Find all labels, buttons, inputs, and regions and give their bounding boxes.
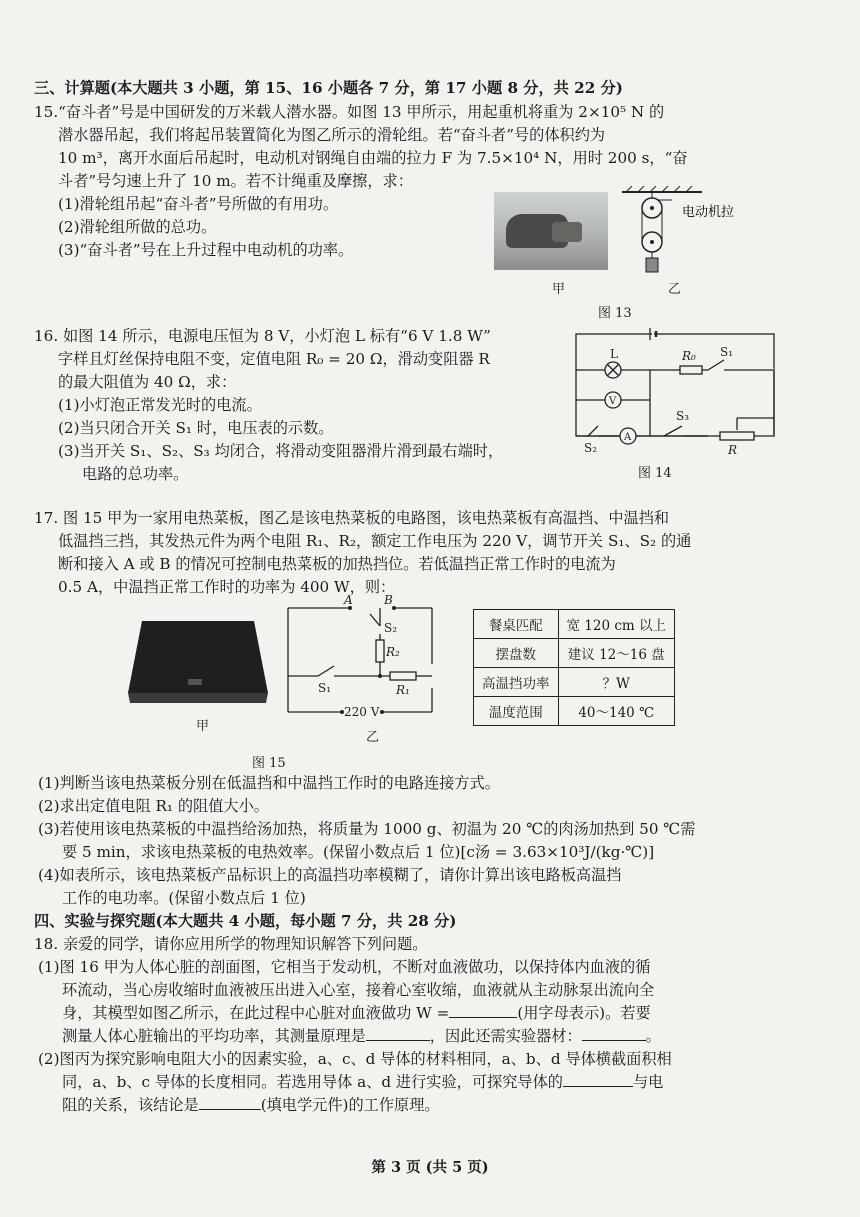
q17-line2: 低温挡三挡，其发热元件为两个电阻 R₁、R₂，额定工作电压为 220 V，调节开关 S₁、S₂ 的通 [58, 532, 692, 550]
q16-line2: 字样且灯丝保持电阻不变，定值电阻 R₀ = 20 Ω，滑动变阻器 R [58, 350, 490, 368]
q15-line4: 斗者”号匀速上升了 10 m。若不计绳重及摩擦，求： [58, 172, 413, 190]
table-row: 餐桌匹配 宽 120 cm 以上 [474, 610, 675, 639]
r2-label: R₂ [386, 645, 400, 659]
q16-sub2: (2)当只闭合开关 S₁ 时，电压表的示数。 [58, 419, 334, 437]
q18-sub1c: 身，其模型如图乙所示，在此过程中心脏对血液做功 W = (用字母表示)。若要 [62, 1004, 651, 1022]
terminal-b-label: B [384, 594, 393, 607]
page-footer: 第 3 页 (共 5 页) [371, 1159, 489, 1176]
q18-sub2a: (2)图丙为探究影响电阻大小的因素实验，a、c、d 导体的材料相同，a、b、d 导体横截面积相 [38, 1050, 672, 1068]
section4-header: 四、实验与探究题(本大题共 4 小题，每小题 7 分，共 28 分) [34, 912, 457, 930]
answer-blank[interactable] [366, 1040, 430, 1041]
circuit-fig15 [282, 594, 440, 722]
table-row: 温度范围 40～140 ℃ [474, 697, 675, 726]
q15-sub3: (3)“奋斗者”号在上升过程中电动机的功率。 [58, 241, 354, 259]
q18-sub1b: 环流动，当心房收缩时血液被压出进入心室，接着心室收缩，血液就从主动脉泵出流向全 [62, 981, 655, 999]
s1-label: S₁ [720, 345, 734, 359]
s3-label: S₃ [676, 409, 690, 423]
q18-sub1a: (1)图 16 甲为人体心脏的剖面图，它相当于发动机，不断对血液做功，以保持体内血液的循 [38, 958, 651, 976]
q17-line4: 0.5 A，中温挡正常工作时的功率为 400 W，则： [58, 578, 396, 596]
fig13-caption: 图 13 [598, 306, 632, 321]
voltmeter-label: V [609, 396, 617, 407]
table-row: 摆盘数 建议 12～16 盘 [474, 639, 675, 668]
fig15-caption: 图 15 [252, 756, 286, 771]
ammeter-label: A [624, 432, 632, 443]
q15-sub1: (1)滑轮组吊起“奋斗者”号所做的有用功。 [58, 195, 339, 213]
r1-label: R₁ [396, 683, 410, 697]
q16-sub3: (3)当开关 S₁、S₂、S₃ 均闭合，将滑动变阻器滑片滑到最右端时， [58, 442, 504, 460]
fig14-caption: 图 14 [638, 466, 672, 481]
fig13-label-a: 甲 [552, 282, 566, 297]
section3-header: 三、计算题(本大题共 3 小题，第 15、16 小题各 7 分，第 17 小题 8 分，共 22 分) [34, 79, 623, 97]
q15-line2: 潜水器吊起，我们将起吊装置简化为图乙所示的滑轮组。若“奋斗者”号的体积约为 [58, 126, 606, 144]
q18-line1: 18. 亲爱的同学，请你应用所学的物理知识解答下列问题。 [34, 935, 428, 953]
q17-sub3-cont: 要 5 min，求该电热菜板的电热效率。(保留小数点后 1 位)[c汤 = 3.63×10³J/(kg·℃)] [62, 843, 655, 861]
fig13-label-b: 乙 [668, 282, 682, 297]
submersible-photo [494, 192, 608, 270]
answer-blank[interactable] [563, 1086, 633, 1087]
q15-line1: 15.“奋斗者”号是中国研发的万米载人潜水器。如图 13 甲所示，用起重机将重为 2×10⁵ N 的 [34, 103, 665, 121]
q17-sub2: (2)求出定值电阻 R₁ 的阻值大小。 [38, 797, 269, 815]
s2-label-15: S₂ [384, 621, 398, 635]
q18-sub2c: 阻的关系，该结论是 (填电学元件)的工作原理。 [62, 1096, 440, 1114]
heating-board-photo [128, 613, 268, 705]
circuit-fig14 [568, 322, 788, 462]
q17-line1: 17. 图 15 甲为一家用电热菜板，图乙是该电热菜板的电路图，该电热菜板有高温挡、中温挡和 [34, 509, 670, 527]
spec-table [473, 609, 675, 726]
answer-blank[interactable] [582, 1040, 646, 1041]
s1-label-15: S₁ [318, 681, 332, 695]
q17-line3: 断和接入 A 或 B 的情况可控制电热菜板的加热挡位。若低温挡正常工作时的电流为 [58, 555, 616, 573]
q15-line3: 10 m³，离开水面后吊起时，电动机对钢绳自由端的拉力 F 为 7.5×10⁴ N，用时 200 s，“奋 [58, 149, 688, 167]
table-row: 高温挡功率 ？W [474, 668, 675, 697]
r-label: R [728, 443, 738, 457]
answer-blank[interactable] [199, 1109, 261, 1110]
motor-label: 电动机拉 [682, 205, 735, 220]
r0-label: R₀ [682, 349, 696, 363]
answer-blank[interactable] [449, 1017, 517, 1018]
s2-label: S₂ [584, 441, 598, 455]
q17-sub4: (4)如表所示，该电热菜板产品标识上的高温挡功率模糊了，请你计算出该电路板高温挡 [38, 866, 622, 884]
q15-sub2: (2)滑轮组所做的总功。 [58, 218, 217, 236]
q16-line3: 的最大阻值为 40 Ω，求： [58, 373, 237, 391]
q17-sub4-cont: 工作的电功率。(保留小数点后 1 位) [62, 889, 306, 907]
q17-sub3: (3)若使用该电热菜板的中温挡给汤加热，将质量为 1000 g、初温为 20 ℃的肉汤加热到 50 ℃需 [38, 820, 696, 838]
fig15-label-a: 甲 [196, 719, 210, 734]
q16-sub1: (1)小灯泡正常发光时的电流。 [58, 396, 262, 414]
lamp-label: L [610, 347, 618, 361]
q16-line1: 16. 如图 14 所示，电源电压恒为 8 V，小灯泡 L 标有“6 V 1.8 W” [34, 327, 491, 345]
fig15-label-b: 乙 [366, 730, 380, 745]
voltage-label: 220 V [344, 705, 380, 719]
q16-sub3-cont: 电路的总功率。 [82, 465, 189, 483]
q17-sub1: (1)判断当该电热菜板分别在低温挡和中温挡工作时的电路连接方式。 [38, 774, 500, 792]
q18-sub1d: 测量人体心脏输出的平均功率，其测量原理是 ，因此还需实验器材： 。 [62, 1027, 661, 1045]
q18-sub2b: 同，a、b、c 导体的长度相同。若选用导体 a、d 进行实验，可探究导体的 与电 [62, 1073, 664, 1091]
terminal-a-label: A [344, 594, 353, 607]
pulley-diagram [612, 186, 802, 278]
